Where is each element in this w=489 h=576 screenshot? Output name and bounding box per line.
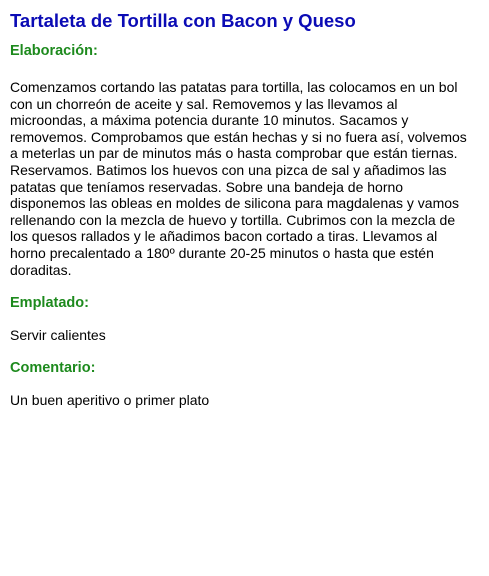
section-heading-comentario: Comentario: — [10, 359, 96, 376]
section-text-emplatado: Servir calientes — [10, 327, 106, 344]
section-heading-elaboracion: Elaboración: — [10, 43, 98, 59]
page-title: Tartaleta de Tortilla con Bacon y Queso — [10, 10, 356, 31]
section-heading-emplatado: Emplatado: — [10, 295, 89, 312]
section-text-comentario: Un buen aperitivo o primer plato — [10, 391, 210, 408]
section-text-elaboracion: Comenzamos cortando las patatas para tortilla, las colocamos en un bol con un chorreón de aceite y sal. Removemos y las llevamos al microondas, a máxima potencia durante 10 minutos. Sacamos y removemos. Comprobamos que están hechas y si no fuera así, volvemos a meterlas un par de minutos más o hasta comprobar que están tiernas. Reservamos. Batimos los huevos con una pizca de sal y añadimos las patatas que teníamos reservadas. Sobre una bandeja de horno disponemos las obleas en moldes de silicona para magdalenas y vamos rellenando con la mezcla de huevo y tortilla. Cubrimos con la mezcla de los quesos rallados y le añadimos bacon cortado a tiras. Llevamos al horno precalentado a 180º durante 20-25 minutos o hasta que estén doraditas. — [10, 79, 467, 278]
